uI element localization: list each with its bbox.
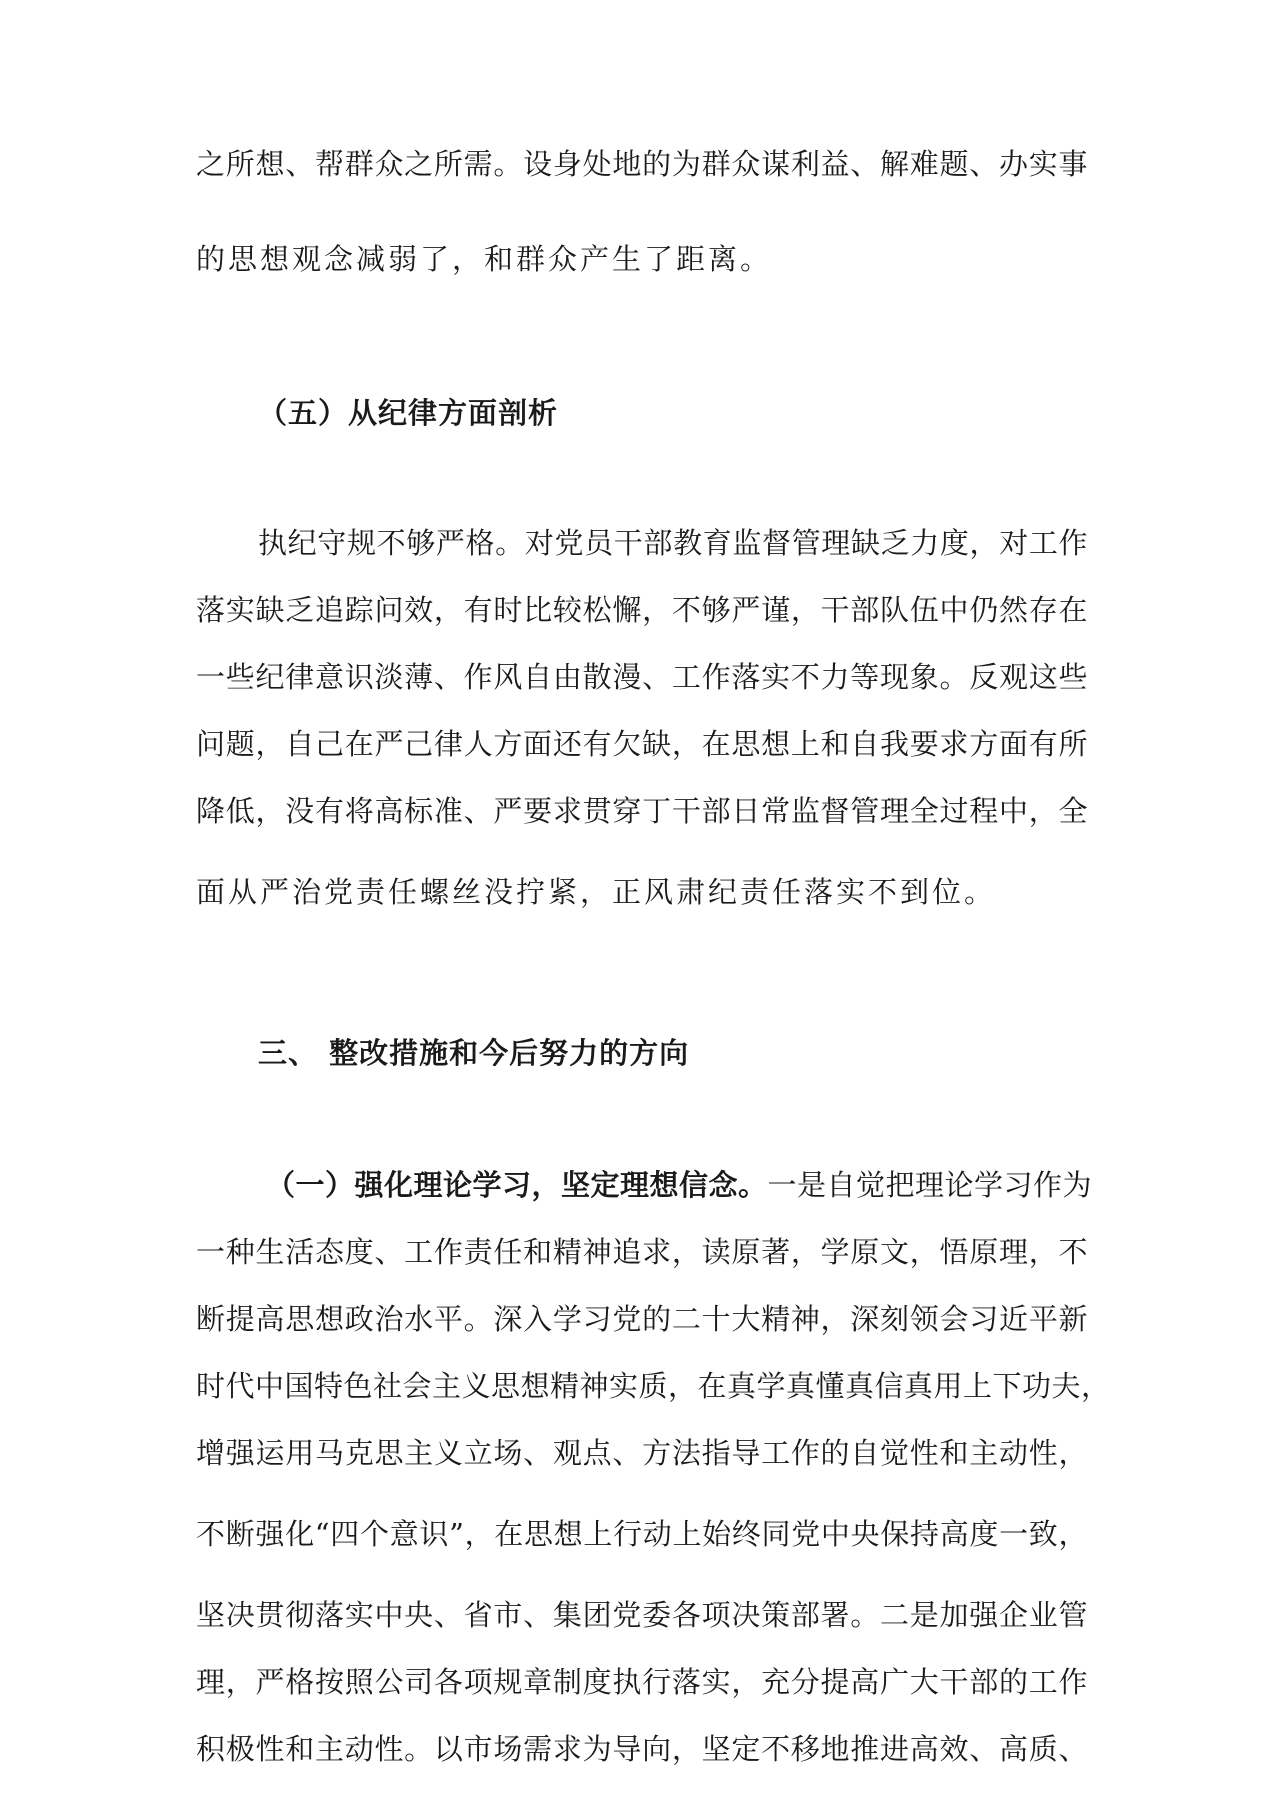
paragraph-line: 不断强化“四个意识”，在思想上行动上始终同党中央保持高度一致，: [196, 1517, 1088, 1551]
paragraph-line: 增强运用马克思主义立场、观点、方法指导工作的自觉性和主动性，: [196, 1436, 1088, 1470]
paragraph-line: 问题，自己在严己律人方面还有欠缺，在思想上和自我要求方面有所: [196, 727, 1088, 761]
paragraph-line: 理，严格按照公司各项规章制度执行落实，充分提高广大干部的工作: [196, 1665, 1088, 1699]
paragraph-line: 落实缺乏追踪问效，有时比较松懈，不够严谨，干部队伍中仍然存在: [196, 593, 1088, 627]
section-heading-rectification: 三、 整改措施和今后努力的方向: [258, 1036, 690, 1070]
paragraph-line: 面从严治党责任螺丝没拧紧，正风肃纪责任落实不到位。: [196, 875, 997, 909]
paragraph-line: 断提高思想政治水平。深入学习党的二十大精神，深刻领会习近平新: [196, 1302, 1088, 1336]
paragraph-line: 之所想、帮群众之所需。设身处地的为群众谋利益、解难题、办实事: [196, 147, 1088, 181]
paragraph-line: 降低，没有将高标准、严要求贯穿丁干部日常监督管理全过程中，全: [196, 794, 1088, 828]
item-first-line: [266, 1165, 1093, 1205]
paragraph-line: 一些纪律意识淡薄、作风自由散漫、工作落实不力等现象。反观这些: [196, 660, 1088, 694]
paragraph-line: 执纪守规不够严格。对党员干部教育监督管理缺乏力度，对工作: [258, 526, 1088, 560]
paragraph-line: 坚决贯彻落实中央、省市、集团党委各项决策部署。二是加强企业管: [196, 1598, 1088, 1632]
paragraph-line: 时代中国特色社会主义思想精神实质，在真学真懂真信真用上下功夫，: [196, 1369, 1111, 1403]
paragraph-line: 的思想观念减弱了，和群众产生了距离。: [196, 242, 773, 276]
item-title: （一）强化理论学习，坚定理想信念。: [266, 1168, 768, 1202]
paragraph-line: 积极性和主动性。以市场需求为导向，坚定不移地推进高效、高质、: [196, 1732, 1088, 1766]
paragraph-line: 一种生活态度、工作责任和精神追求，读原著，学原文，悟原理，不: [196, 1235, 1088, 1269]
section-heading-discipline: （五）从纪律方面剖析: [258, 396, 559, 430]
item-first-line-text: 一是自觉把理论学习作为: [767, 1168, 1093, 1202]
